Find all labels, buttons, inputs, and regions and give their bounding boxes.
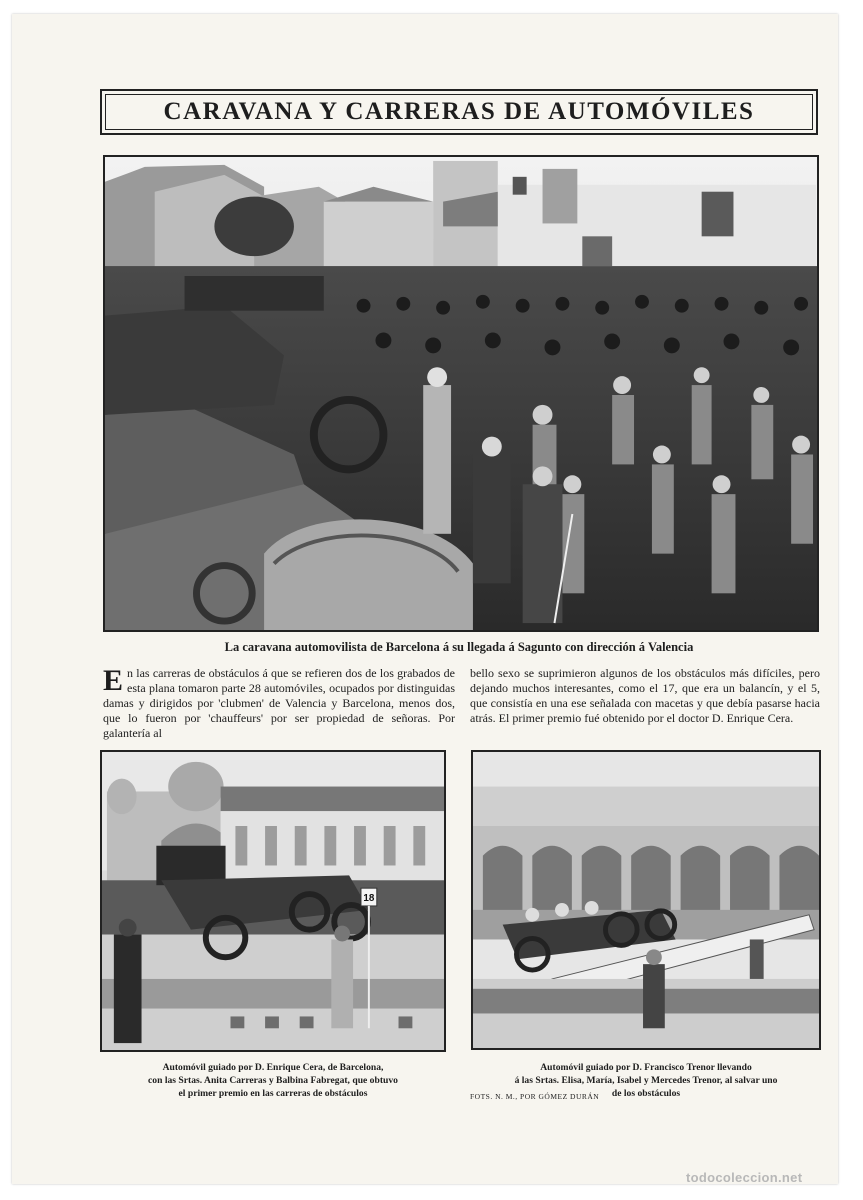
article-right-text: bello sexo se suprimieron algunos de los obstáculos más difíciles, pero dejando muchos interesantes, como el 17, que era un balancín, y el 5, que consistía en una ese señalada con macetas y que debía pasarse hacia atrás. El primer premio fué obtenido por el doctor D. Enrique Cera. bbox=[470, 666, 820, 725]
article-left-text: n las carreras de obstáculos á que se refieren dos de los grabados de esta plana tomaron parte 28 automóviles, ocupados por distinguidas damas y dirigidos por 'clubmen' de Valencia y Barcelona, menos dos, que lo fueron por 'chauffeurs' por ser propiedad de señoras. Por galantería al bbox=[103, 666, 455, 740]
title-frame bbox=[100, 89, 818, 135]
bottom-left-caption bbox=[100, 1061, 446, 1100]
watermark: todocoleccion.net bbox=[686, 1170, 803, 1185]
bottom-right-photo bbox=[471, 750, 821, 1050]
race-sign-number: 18 bbox=[363, 893, 375, 904]
article-column-left bbox=[103, 666, 455, 741]
drop-cap: E bbox=[103, 664, 124, 697]
article-column-right bbox=[470, 666, 820, 726]
photo-credit: FOTS. N. M., POR GÓMEZ DURÁN bbox=[470, 1092, 600, 1101]
bottom-left-caption-line-3: el primer premio en las carreras de obstáculos bbox=[178, 1088, 368, 1099]
page-title: CARAVANA Y CARRERAS DE AUTOMÓVILES bbox=[163, 98, 755, 125]
bottom-right-caption-line-2: á las Srtas. Elisa, María, Isabel y Mercedes Trenor, al salvar uno bbox=[514, 1075, 778, 1086]
bottom-left-photo bbox=[100, 750, 446, 1052]
bottom-left-caption-line-1: Automóvil guiado por D. Enrique Cera, de Barcelona, bbox=[162, 1062, 384, 1073]
bottom-right-caption-line-3: de los obstáculos bbox=[611, 1088, 681, 1099]
top-photo-caption: La caravana automovilista de Barcelona á su llegada á Sagunto con dirección á Valencia bbox=[224, 640, 694, 654]
bottom-left-caption-line-2: con las Srtas. Anita Carreras y Balbina Fabregat, que obtuvo bbox=[148, 1075, 398, 1086]
bottom-right-caption-line-1: Automóvil guiado por D. Francisco Trenor llevando bbox=[540, 1062, 752, 1073]
top-photo-crowd bbox=[103, 155, 819, 632]
